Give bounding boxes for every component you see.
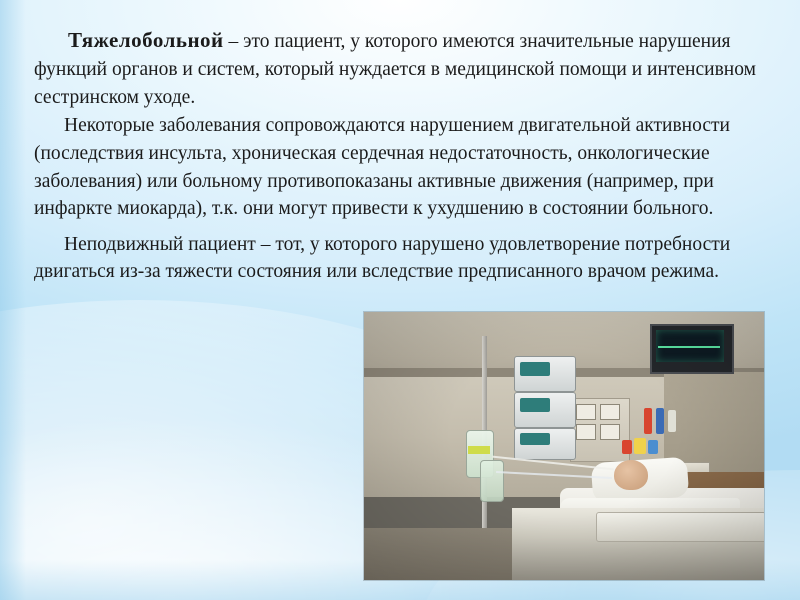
paragraph-immobile-patient: Неподвижный пациент – тот, у которого нарушено удовлетворение потребности двигаться из-за тяжести состояния или вследствие предписанного врачом режима. (34, 233, 731, 283)
photo-vignette (364, 312, 764, 580)
definition-text: – это пациент, у которого имеются значительные нарушения функций органов и систем, который нуждается в медицинской помощи и интенсивном сестринском уходе. (34, 31, 756, 108)
slide-body-text (34, 26, 760, 287)
paragraph-definition (34, 26, 760, 111)
intensive-care-patient-photo (364, 312, 764, 580)
paragraph-diseases: Некоторые заболевания сопровождаются нарушением двигательной активности (последствия инсульта, хроническая сердечная недостаточность, онкологические заболевания) или больному противопоказаны активные движения (например, при инфаркте миокарда), т.к. они могут привести к ухудшению в состоянии больного. (34, 115, 730, 220)
term-label: Тяжелобольной (68, 28, 224, 52)
background-edge-left (0, 0, 26, 600)
